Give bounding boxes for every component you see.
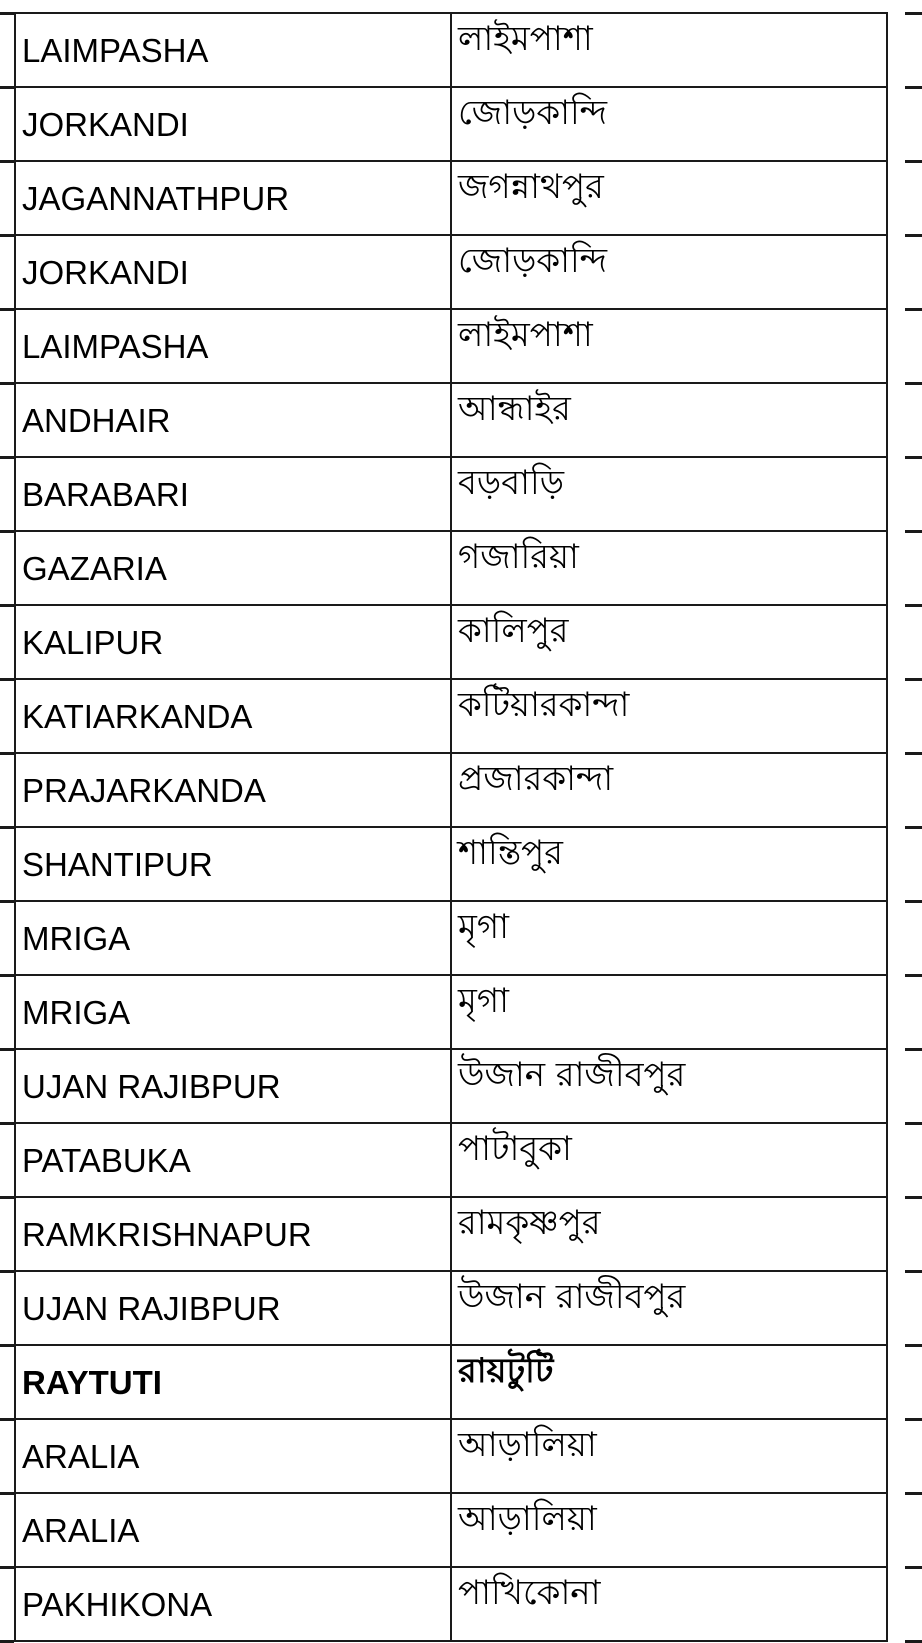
left-edge-rule <box>0 1344 14 1347</box>
bengali-name-cell: মৃগা <box>451 901 887 975</box>
right-edge-rule <box>905 900 922 903</box>
table-row <box>15 605 887 679</box>
bengali-name-cell: মৃগা <box>451 975 887 1049</box>
table-row <box>15 1493 887 1567</box>
table-row <box>15 87 887 161</box>
left-edge-rule <box>0 900 14 903</box>
bengali-name-cell: লাইমপাশা <box>451 309 887 383</box>
table-row <box>15 13 887 87</box>
table-row <box>15 1419 887 1493</box>
english-name-cell: GAZARIA <box>15 531 451 605</box>
left-edge-rule <box>0 974 14 977</box>
right-edge-rule <box>905 456 922 459</box>
table-row <box>15 235 887 309</box>
left-edge-rule <box>0 530 14 533</box>
bengali-name-cell: লাইমপাশা <box>451 13 887 87</box>
right-edge-rule <box>905 1048 922 1051</box>
right-edge-rule <box>905 308 922 311</box>
right-edge-rule <box>905 1270 922 1273</box>
english-name-cell: LAIMPASHA <box>15 309 451 383</box>
english-name-cell: RAMKRISHNAPUR <box>15 1197 451 1271</box>
right-edge-rule <box>905 826 922 829</box>
english-name-cell: JAGANNATHPUR <box>15 161 451 235</box>
bengali-name-cell: জগন্নাথপুর <box>451 161 887 235</box>
english-name-cell: JORKANDI <box>15 87 451 161</box>
right-edge-rule <box>905 1492 922 1495</box>
bengali-name-cell: উজান রাজীবপুর <box>451 1049 887 1123</box>
left-edge-rule <box>0 826 14 829</box>
left-edge-rule <box>0 1270 14 1273</box>
right-edge-rule <box>905 752 922 755</box>
bengali-name-cell: জোড়কান্দি <box>451 87 887 161</box>
english-name-cell: ARALIA <box>15 1419 451 1493</box>
table-row <box>15 901 887 975</box>
table-row <box>15 679 887 753</box>
table-row <box>15 457 887 531</box>
village-name-table <box>14 12 888 1642</box>
bengali-name-cell: রায়টুটি <box>451 1345 887 1419</box>
right-edge-rule <box>905 12 922 15</box>
left-edge-rule <box>0 752 14 755</box>
bengali-name-cell: আড়ালিয়া <box>451 1493 887 1567</box>
bengali-name-cell: আড়ালিয়া <box>451 1419 887 1493</box>
table-row <box>15 1345 887 1419</box>
left-edge-rule <box>0 234 14 237</box>
bengali-name-cell: উজান রাজীবপুর <box>451 1271 887 1345</box>
table-row <box>15 1271 887 1345</box>
english-name-cell: LAIMPASHA <box>15 13 451 87</box>
left-edge-rule <box>0 308 14 311</box>
table-body <box>15 13 887 1641</box>
bengali-name-cell: প্রজারকান্দা <box>451 753 887 827</box>
english-name-cell: RAYTUTI <box>15 1345 451 1419</box>
english-name-cell: MRIGA <box>15 975 451 1049</box>
bengali-name-cell: পাখিকোনা <box>451 1567 887 1641</box>
left-edge-rule <box>0 1122 14 1125</box>
english-name-cell: JORKANDI <box>15 235 451 309</box>
left-edge-rule <box>0 1418 14 1421</box>
bengali-name-cell: কটিয়ারকান্দা <box>451 679 887 753</box>
english-name-cell: SHANTIPUR <box>15 827 451 901</box>
english-name-cell: PATABUKA <box>15 1123 451 1197</box>
bengali-name-cell: শান্তিপুর <box>451 827 887 901</box>
right-edge-rule <box>905 382 922 385</box>
left-edge-rule <box>0 1640 14 1643</box>
right-edge-rule <box>905 1196 922 1199</box>
table-row <box>15 1049 887 1123</box>
left-edge-rule <box>0 678 14 681</box>
english-name-cell: MRIGA <box>15 901 451 975</box>
left-edge-rule <box>0 86 14 89</box>
right-edge-rule <box>905 1122 922 1125</box>
table-row <box>15 827 887 901</box>
table-row <box>15 1197 887 1271</box>
right-edge-rule <box>905 160 922 163</box>
table-row <box>15 309 887 383</box>
english-name-cell: ARALIA <box>15 1493 451 1567</box>
bengali-name-cell: গজারিয়া <box>451 531 887 605</box>
table-row <box>15 753 887 827</box>
bengali-name-cell: কালিপুর <box>451 605 887 679</box>
english-name-cell: PRAJARKANDA <box>15 753 451 827</box>
right-edge-rule <box>905 1418 922 1421</box>
english-name-cell: UJAN RAJIBPUR <box>15 1271 451 1345</box>
english-name-cell: BARABARI <box>15 457 451 531</box>
left-edge-rule <box>0 382 14 385</box>
table-row <box>15 531 887 605</box>
table-row <box>15 161 887 235</box>
right-edge-rule <box>905 678 922 681</box>
left-edge-rule <box>0 1566 14 1569</box>
right-edge-rule <box>905 1640 922 1643</box>
left-edge-rule <box>0 1048 14 1051</box>
bengali-name-cell: রামকৃষ্ণপুর <box>451 1197 887 1271</box>
left-edge-rule <box>0 604 14 607</box>
table-row <box>15 383 887 457</box>
table-row <box>15 1567 887 1641</box>
english-name-cell: PAKHIKONA <box>15 1567 451 1641</box>
right-edge-rule <box>905 1344 922 1347</box>
english-name-cell: KATIARKANDA <box>15 679 451 753</box>
left-edge-rule <box>0 160 14 163</box>
right-edge-rule <box>905 1566 922 1569</box>
right-edge-rule <box>905 234 922 237</box>
right-edge-rule <box>905 604 922 607</box>
bengali-name-cell: পাটাবুকা <box>451 1123 887 1197</box>
left-edge-rule <box>0 456 14 459</box>
table-row <box>15 1123 887 1197</box>
bengali-name-cell: আন্ধাইর <box>451 383 887 457</box>
english-name-cell: UJAN RAJIBPUR <box>15 1049 451 1123</box>
left-edge-rule <box>0 12 14 15</box>
bengali-name-cell: বড়বাড়ি <box>451 457 887 531</box>
right-edge-rule <box>905 974 922 977</box>
right-edge-rule <box>905 530 922 533</box>
left-edge-rule <box>0 1196 14 1199</box>
table-row <box>15 975 887 1049</box>
right-edge-rule <box>905 86 922 89</box>
english-name-cell: KALIPUR <box>15 605 451 679</box>
bengali-name-cell: জোড়কান্দি <box>451 235 887 309</box>
left-edge-rule <box>0 1492 14 1495</box>
english-name-cell: ANDHAIR <box>15 383 451 457</box>
